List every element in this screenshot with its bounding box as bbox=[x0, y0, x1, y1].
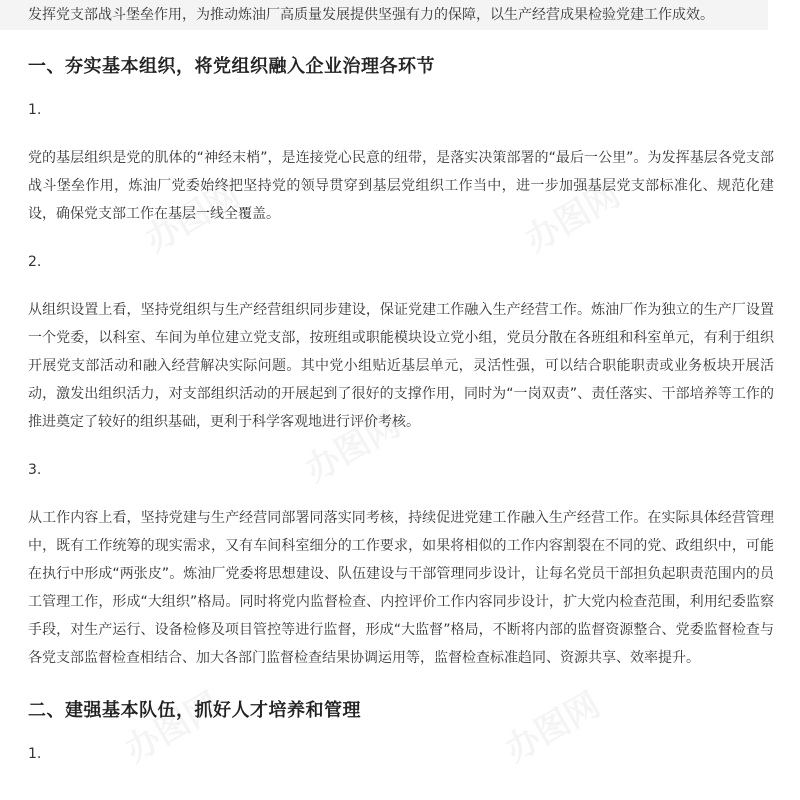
section-heading-2: 二、建强基本队伍，抓好人才培养和管理 bbox=[28, 700, 361, 721]
item-number: 2. bbox=[28, 254, 42, 270]
paragraph: 党的基层组织是党的肌体的“神经末梢”，是连接党心民意的纽带，是落实决策部署的“最后一公里”。为发挥基层各党支部战斗堡垒作用，炼油厂党委始终把坚持党的领导贯穿到基层党组织工作当中，进一步加强基层党支部标准化、规范化建设，确保党支部工作在基层一线全覆盖。 bbox=[28, 150, 774, 222]
paragraph: 从工作内容上看，坚持党建与生产经营同部署同落实同考核，持续促进党建工作融入生产经营工作。在实际具体经营管理中，既有工作统筹的现实需求，又有车间科室细分的工作要求，如果将相似的工作内容割裂在不同的党、政组织中，可能在执行中形成“两张皮”。炼油厂党委将思想建设、队伍建设与干部管理同步设计，让每名党员干部担负起职责范围内的员工管理工作，形成“大组织”格局。同时将党内监督检查、内控评价工作内容同步设计，扩大党内检查范围，利用纪委监察手段，对生产运行、设备检修及项目管控等进行监督，形成“大监督”格局，不断将内部的监督资源整合、党委监督检查与各党支部监督检查相结合、加大各部门监督检查结果协调运用等，监督检查标准趋同、资源共享、效率提升。 bbox=[28, 510, 774, 666]
item-number: 1. bbox=[28, 746, 42, 762]
item-number: 3. bbox=[28, 462, 42, 478]
section-heading-1: 一、夯实基本组织，将党组织融入企业治理各环节 bbox=[28, 56, 435, 77]
item-number: 1. bbox=[28, 102, 42, 118]
watermark bbox=[495, 678, 608, 771]
intro-line: 发挥党支部战斗堡垒作用，为推动炼油厂高质量发展提供坚强有力的保障，以生产经营成果检验党建工作成效。 bbox=[0, 0, 768, 30]
paragraph: 从组织设置上看，坚持党组织与生产经营组织同步建设，保证党建工作融入生产经营工作。炼油厂作为独立的生产厂设置一个党委，以科室、车间为单位建立党支部，按班组或职能模块设立党小组，党员分散在各班组和科室单元，有利于组织开展党支部活动和融入经营解决实际问题。其中党小组贴近基层单元，灵活性强，可以结合职能职责或业务板块开展活动，激发出组织活力，对支部组织活动的开展起到了很好的支撑作用，同时为“一岗双责”、责任落实、干部培养等工作的推进奠定了较好的组织基础，更利于科学客观地进行评价考核。 bbox=[28, 302, 774, 430]
watermark bbox=[115, 678, 228, 771]
